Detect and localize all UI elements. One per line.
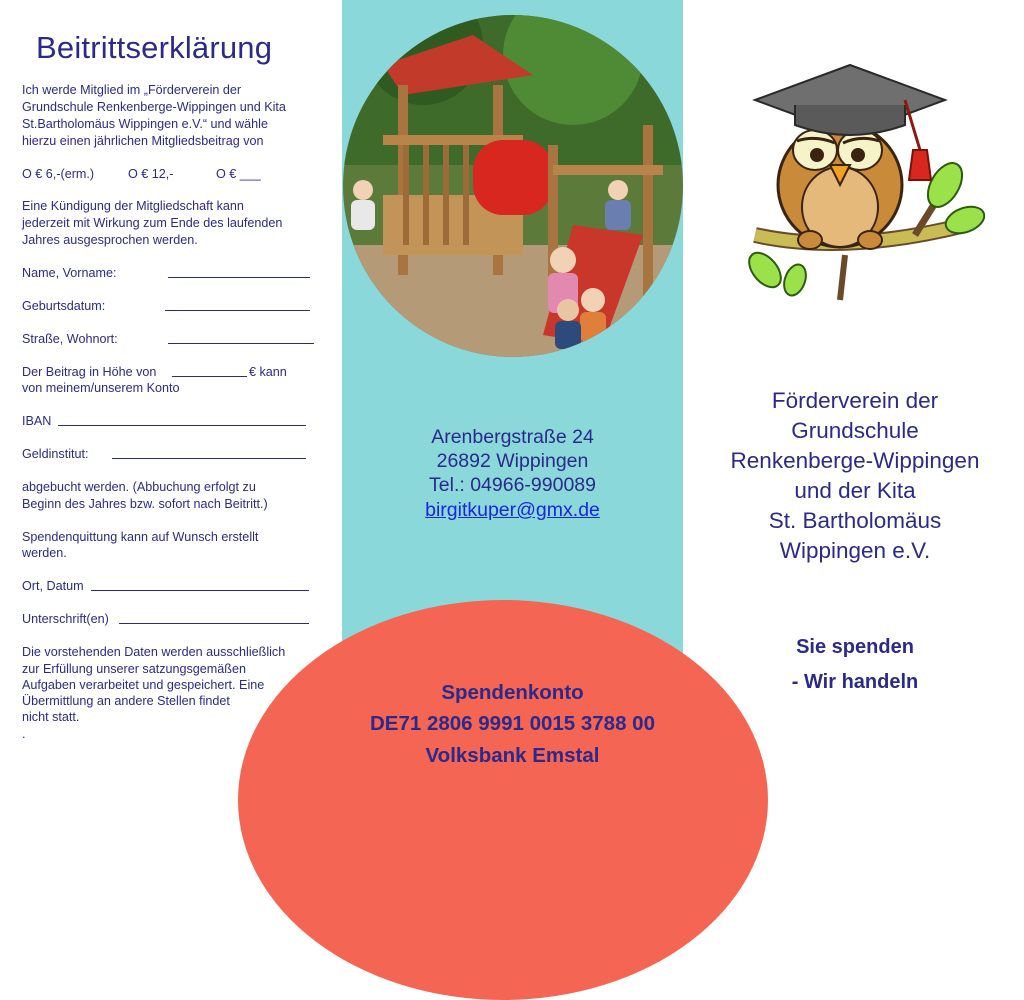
cancel-line: Jahres ausgesprochen werden. [22, 233, 198, 247]
debit-line: Beginn des Jahres bzw. sofort nach Beitritt.) [22, 497, 268, 511]
receipt-line: werden. [22, 546, 67, 560]
donation-account-shape [238, 600, 768, 1000]
privacy-line: Aufgaben verarbeitet und gespeichert. Eine [22, 678, 265, 692]
org-line: Grundschule [791, 418, 919, 443]
contact-city: 26892 Wippingen [436, 450, 589, 472]
fee-option-reduced[interactable]: O € 6,-(erm.) [22, 167, 95, 181]
org-line: Renkenberge-Wippingen [730, 448, 980, 473]
slogan-line-2: - Wir handeln [791, 671, 919, 693]
bank-label: Geldinstitut: [22, 447, 89, 461]
organization-name [700, 386, 1010, 566]
debit-line: abgebucht werden. (Abbuchung erfolgt zu [22, 480, 256, 494]
owl-graduate-icon [735, 55, 985, 315]
address-field[interactable] [168, 331, 314, 344]
org-line: Wippingen e.V. [779, 538, 931, 563]
org-line: Förderverein der [771, 388, 939, 413]
contact-street: Arenbergstraße 24 [431, 426, 594, 448]
slogan-line-1: Sie spenden [796, 636, 914, 658]
privacy-line: Übermittlung an andere Stellen findet [22, 694, 230, 708]
donation-account-iban: DE71 2806 9991 0015 3788 00 [370, 712, 655, 735]
cancel-line: jederzeit mit Wirkung zum Ende des laufenden [22, 216, 283, 230]
playground-photo-illustration [343, 15, 683, 357]
place-date-field[interactable] [91, 578, 309, 591]
privacy-line: Die vorstehenden Daten werden ausschließlich [22, 645, 286, 659]
intro-line: hierzu einen jährlichen Mitgliedsbeitrag von [22, 134, 264, 148]
iban-field[interactable] [58, 413, 306, 426]
amount-suffix: € kann [249, 365, 287, 379]
birthdate-label: Geburtsdatum: [22, 299, 106, 313]
intro-line: Ich werde Mitglied im „Förderverein der [22, 83, 242, 97]
bank-field[interactable] [112, 446, 306, 459]
cancel-line: Eine Kündigung der Mitgliedschaft kann [22, 199, 244, 213]
fee-option-custom[interactable]: O € ___ [216, 167, 261, 181]
contact-email-link[interactable]: birgitkuper@gmx.de [425, 499, 600, 521]
playground-photo [343, 15, 683, 357]
fee-option-standard[interactable]: O € 12,- [128, 167, 174, 181]
contact-phone: Tel.: 04966-990089 [429, 474, 596, 496]
amount-field[interactable] [172, 364, 247, 377]
name-field[interactable] [168, 265, 310, 278]
address-label: Straße, Wohnort: [22, 332, 118, 346]
iban-label: IBAN [22, 414, 52, 428]
privacy-line: zur Erfüllung unserer satzungsgemäßen [22, 662, 247, 676]
donation-account-title: Spendenkonto [441, 681, 584, 704]
place-date-label: Ort, Datum [22, 579, 84, 593]
privacy-line: nicht statt. [22, 710, 80, 724]
signature-label: Unterschrift(en) [22, 612, 109, 626]
signature-field[interactable] [119, 611, 309, 624]
donation-account-bank: Volksbank Emstal [425, 744, 600, 767]
amount-label: Der Beitrag in Höhe von [22, 365, 157, 379]
form-title: Beitrittserklärung [36, 30, 273, 65]
contact-email-row [342, 498, 683, 523]
name-label: Name, Vorname: [22, 266, 117, 280]
org-line: und der Kita [794, 478, 916, 503]
privacy-line: . [22, 727, 26, 741]
intro-line: Grundschule Renkenberge-Wippingen und Kita [22, 100, 286, 114]
birthdate-field[interactable] [165, 298, 310, 311]
org-line: St. Bartholomäus [768, 508, 942, 533]
account-label: von meinem/unserem Konto [22, 381, 180, 395]
receipt-line: Spendenquittung kann auf Wunsch erstellt [22, 530, 259, 544]
intro-line: St.Bartholomäus Wippingen e.V.“ und wähle [22, 117, 268, 131]
